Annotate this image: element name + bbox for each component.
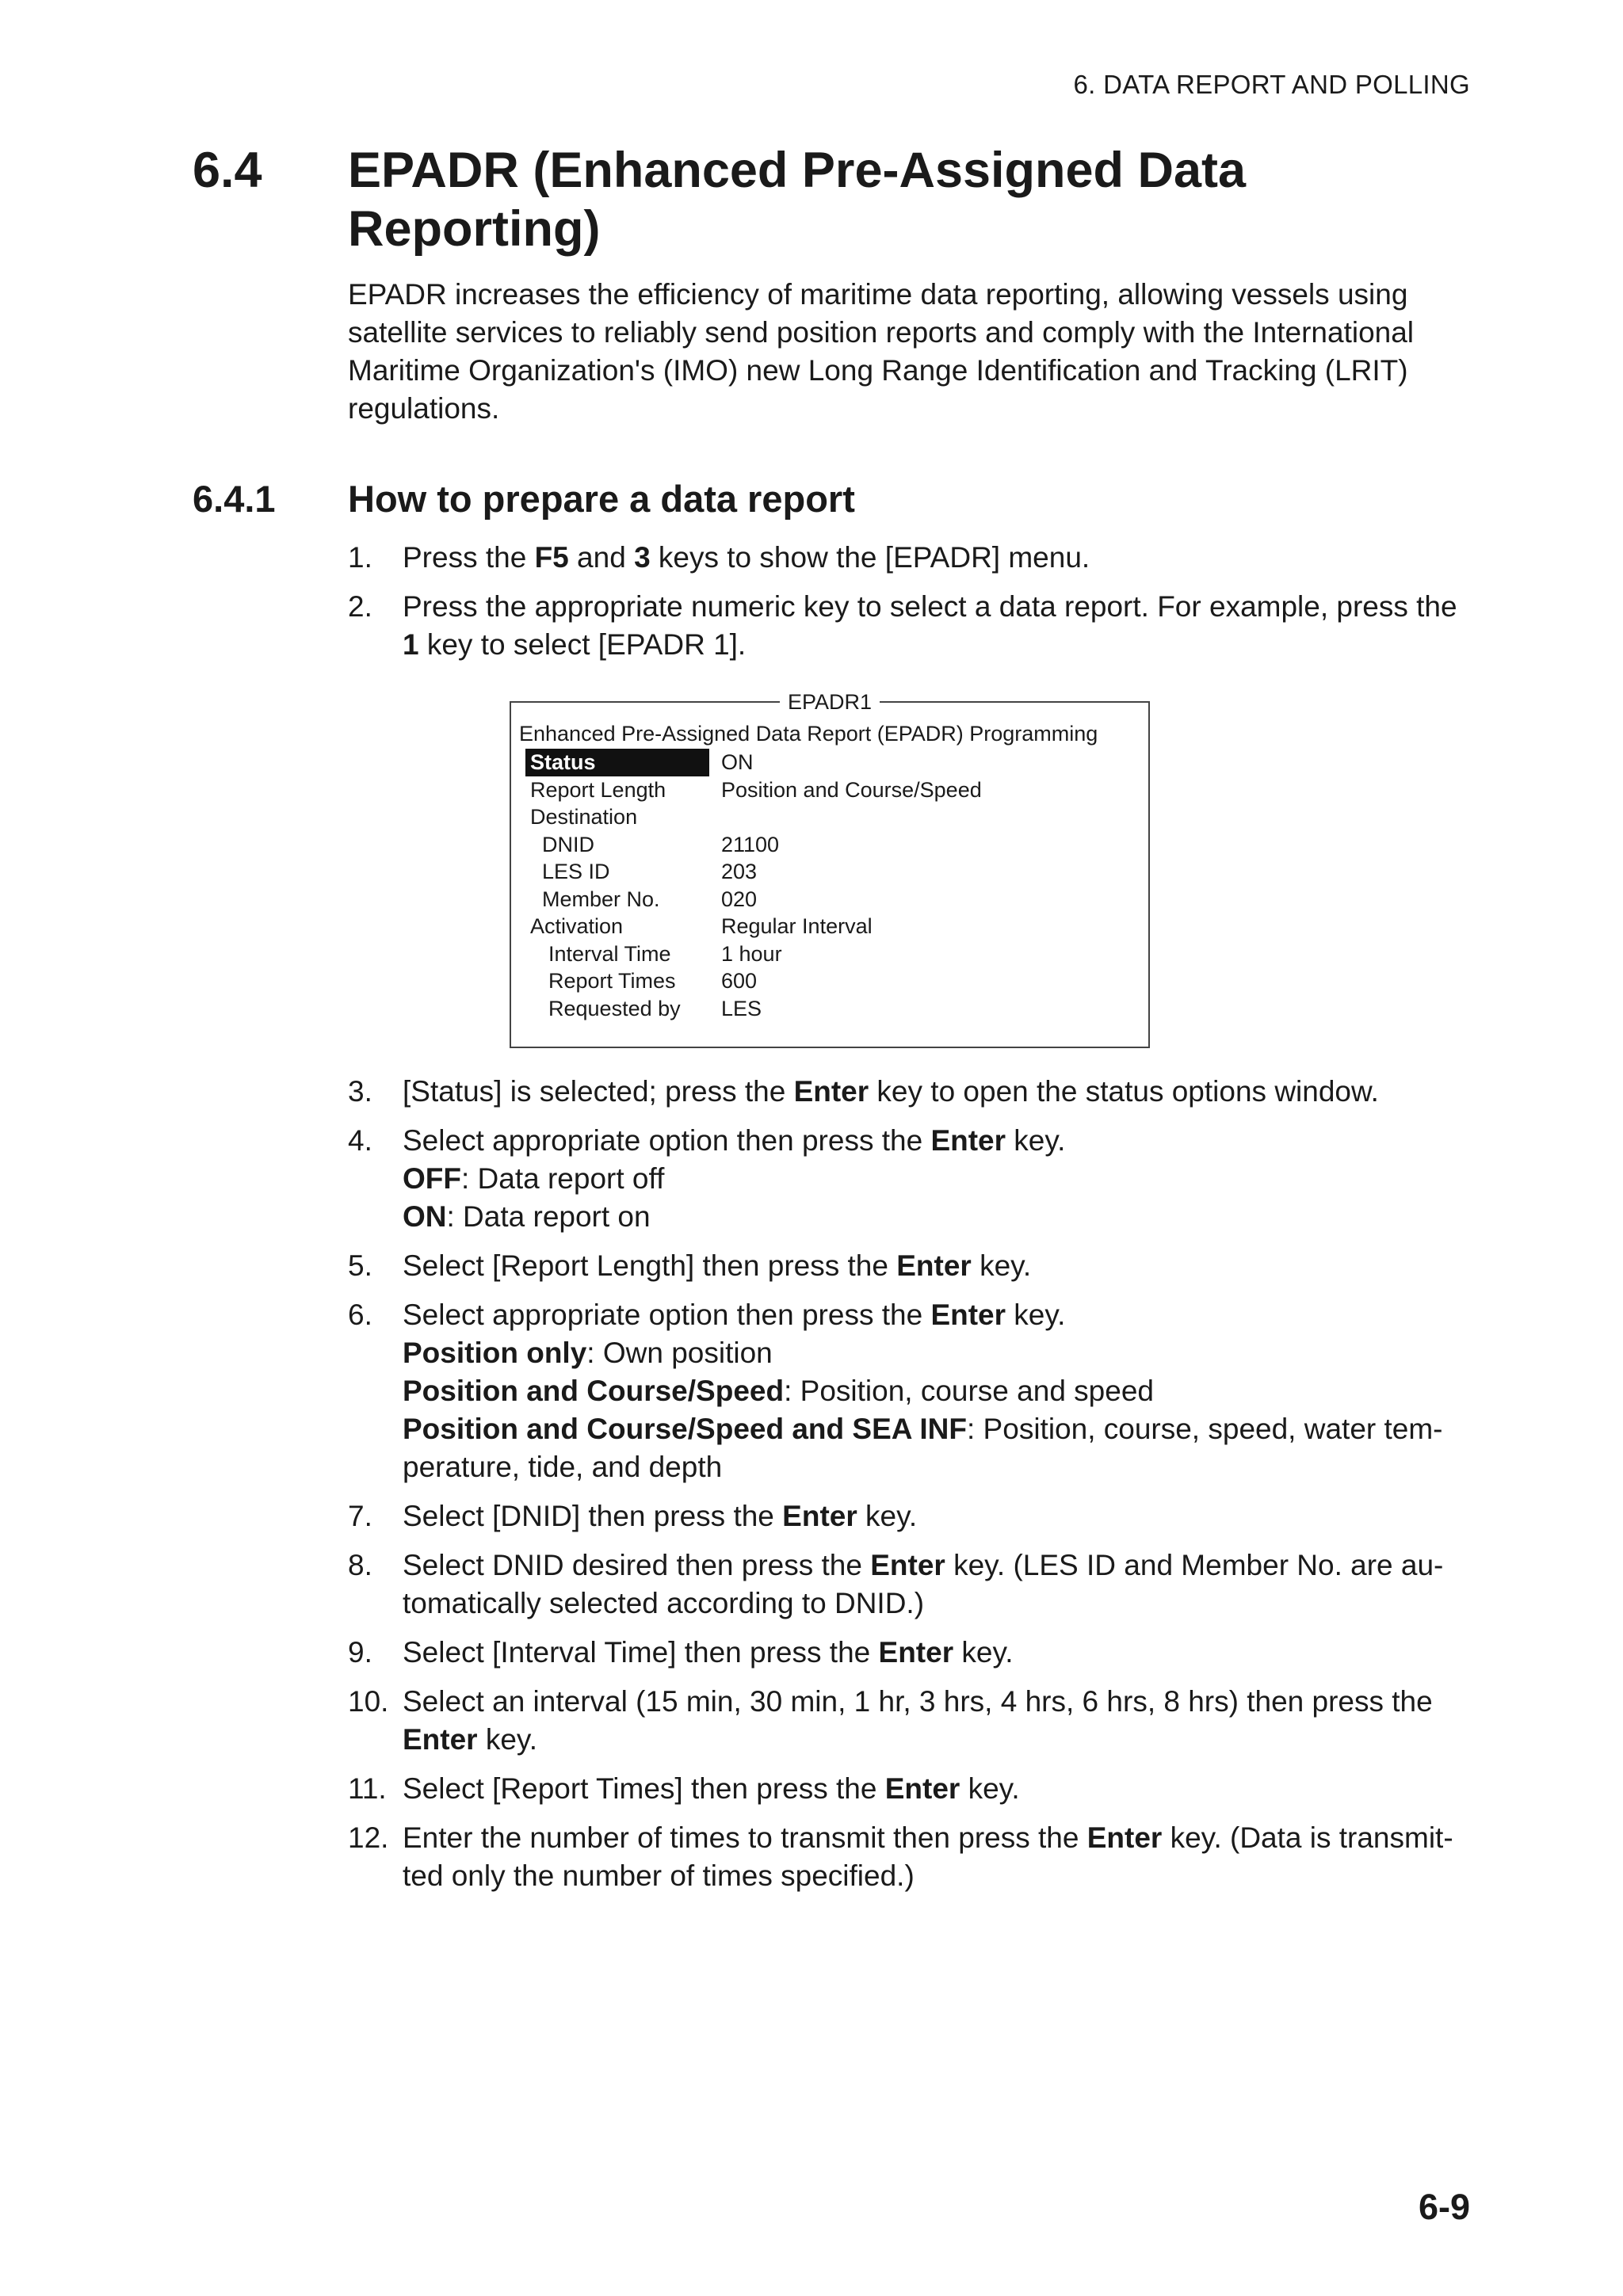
step-key-term: 3 (634, 541, 651, 574)
step-key-term: Enter (884, 1772, 960, 1805)
step-text-run: Press the appropriate numeric key to select a data report. For example, press the (403, 590, 1457, 623)
step-text (403, 1549, 1443, 1619)
subsection-title: How to prepare a data report (348, 478, 855, 520)
step-text-run: Select appropriate option then press the (403, 1124, 931, 1157)
step-item (348, 1122, 1473, 1236)
step-text (403, 1636, 1014, 1669)
step-number: 11. (348, 1772, 387, 1805)
step-item (348, 1683, 1473, 1759)
screen-row-value: 600 (721, 969, 758, 993)
step-text-run: Select [Interval Time] then press the (403, 1636, 879, 1669)
step-text-run: : Own position (586, 1337, 773, 1369)
step-text-run: key. (1006, 1124, 1066, 1157)
step-text (403, 1124, 1065, 1233)
step-text-run: key. (857, 1500, 918, 1532)
step-number: 2. (348, 590, 372, 623)
screen-row-label: Destination (530, 805, 638, 829)
step-item (348, 1073, 1473, 1111)
step-text-run: Select [Report Length] then press the (403, 1249, 897, 1282)
step-text-run: key. (1006, 1299, 1066, 1331)
step-text-run: key. (Data is transmit-ted only the number of times specified.) (403, 1821, 1453, 1892)
step-key-term: Enter (870, 1549, 945, 1581)
screen-row-label: Activation (530, 914, 624, 938)
epadr-screen-figure (510, 690, 1150, 1048)
screen-row-label: Member No. (542, 887, 660, 911)
step-text-run: : Data report on (446, 1200, 651, 1233)
step-number: 10. (348, 1685, 389, 1718)
step-number: 5. (348, 1249, 372, 1282)
screen-rows (525, 749, 1144, 1022)
section-title: EPADR (Enhanced Pre-Assigned Data Reporting) (348, 143, 1247, 257)
step-key-term: F5 (534, 541, 569, 574)
step-item (348, 1247, 1473, 1285)
step-text (403, 541, 1090, 574)
step-text-run: Select [DNID] then press the (403, 1500, 783, 1532)
step-text-run: Enter the number of times to transmit then press the (403, 1821, 1087, 1854)
screen-row (525, 967, 1144, 995)
screen-row-value: 1 hour (721, 941, 782, 966)
subsection-number: 6.4.1 (193, 478, 276, 520)
screen-row-label: Report Times (548, 969, 676, 993)
page-number: 6-9 (1418, 2187, 1470, 2227)
step-item (348, 1296, 1473, 1486)
screen-row-label: Status (525, 749, 709, 776)
step-text-run: Select [Report Times] then press the (403, 1772, 885, 1805)
screen-row (525, 776, 1144, 804)
step-key-term: Position only (403, 1337, 587, 1369)
step-text-run: keys to show the [EPADR] menu. (650, 541, 1090, 574)
screen-row-label: DNID (542, 832, 594, 856)
step-item (348, 1497, 1473, 1535)
step-text-run: Press the (403, 541, 535, 574)
step-key-term: Enter (793, 1075, 869, 1108)
screen-title (511, 688, 1148, 716)
intro-paragraph: EPADR increases the efficiency of maritime data reporting, allowing vessels using satellite services to reliably send position reports and comply with the International Maritime Organization's (IMO) new Long Range Identification and Tracking (LRIT) regulations. (348, 278, 1415, 425)
step-text-run: key to select [EPADR 1]. (418, 628, 747, 661)
step-number: 4. (348, 1124, 372, 1157)
step-number: 7. (348, 1500, 372, 1532)
step-key-term: 1 (403, 628, 419, 661)
step-text-run: and (568, 541, 635, 574)
step-text-run: key. (971, 1249, 1032, 1282)
step-number: 8. (348, 1549, 372, 1581)
step-key-term: ON (403, 1200, 447, 1233)
screen-row-value: 203 (721, 860, 758, 883)
screen-row-value: 21100 (721, 832, 780, 856)
step-text-run: : Position, course and speed (784, 1375, 1154, 1407)
step-key-term: Enter (930, 1299, 1006, 1331)
step-number: 6. (348, 1299, 372, 1331)
screen-row (525, 749, 1144, 776)
step-key-term: Enter (782, 1500, 857, 1532)
screen-row-label: Requested by (548, 996, 681, 1020)
step-text (403, 1821, 1453, 1892)
step-text (403, 1249, 1031, 1282)
step-key-term: Enter (930, 1124, 1006, 1157)
step-number: 9. (348, 1636, 372, 1669)
step-text (403, 1772, 1020, 1805)
running-header: 6. DATA REPORT AND POLLING (1073, 70, 1470, 99)
steps-list-after (348, 1073, 1473, 1906)
step-item (348, 1634, 1473, 1672)
screen-row (525, 995, 1144, 1023)
screen-row-label: Interval Time (548, 941, 671, 966)
step-text-run: Select appropriate option then press the (403, 1299, 931, 1331)
step-text-run: key. (960, 1772, 1020, 1805)
step-key-term: Enter (896, 1249, 972, 1282)
step-number: 1. (348, 541, 372, 574)
screen-row-value: Position and Course/Speed (721, 777, 982, 802)
steps-list-before (348, 539, 1473, 675)
step-item (348, 1819, 1473, 1895)
step-item (348, 1770, 1473, 1808)
step-text-run: key. (953, 1636, 1014, 1669)
step-text-run: : Data report off (460, 1162, 665, 1195)
step-item (348, 1547, 1473, 1623)
step-text (403, 1685, 1433, 1756)
step-key-term: Position and Course/Speed and SEA INF (403, 1413, 967, 1445)
screen-row-value: ON (721, 750, 754, 774)
screen-row (525, 886, 1144, 913)
step-text (403, 1500, 917, 1532)
screen-row-label: LES ID (542, 860, 610, 883)
screen-row (525, 803, 1144, 831)
step-text-run: key to open the status options window. (869, 1075, 1379, 1108)
screen-row-value: 020 (721, 887, 758, 911)
screen-row-label: Report Length (530, 777, 666, 802)
step-text-run: : Position, course, speed, water tem-perature, tide, and depth (403, 1413, 1443, 1483)
step-text-run: [Status] is selected; press the (403, 1075, 794, 1108)
step-key-term: Enter (878, 1636, 954, 1669)
step-item (348, 588, 1473, 664)
step-number: 3. (348, 1075, 372, 1108)
step-key-term: Enter (403, 1723, 478, 1756)
step-text-run: Select DNID desired then press the (403, 1549, 871, 1581)
screen-row-value: Regular Interval (721, 914, 873, 938)
screen-row (525, 831, 1144, 859)
section-number: 6.4 (193, 143, 262, 198)
step-text (403, 1299, 1443, 1483)
screen-row (525, 940, 1144, 968)
step-key-term: OFF (403, 1162, 461, 1195)
screen-row (525, 913, 1144, 940)
screen-title-text: EPADR1 (780, 690, 880, 714)
step-key-term: Enter (1086, 1821, 1163, 1854)
step-text (403, 1075, 1379, 1108)
step-text (403, 590, 1457, 661)
step-text-run: Select an interval (15 min, 30 min, 1 hr, 3 hrs, 4 hrs, 6 hrs, 8 hrs) then press the (403, 1685, 1433, 1718)
step-number: 12. (348, 1821, 389, 1854)
step-item (348, 539, 1473, 577)
step-text-run: key. (477, 1723, 537, 1756)
screen-row (525, 858, 1144, 886)
screen-heading: Enhanced Pre-Assigned Data Report (EPADR) Programming (519, 722, 1098, 746)
step-text-run: key. (LES ID and Member No. are au-tomatically selected according to DNID.) (403, 1549, 1444, 1619)
screen-row-value: LES (721, 996, 762, 1020)
step-key-term: Position and Course/Speed (403, 1375, 785, 1407)
